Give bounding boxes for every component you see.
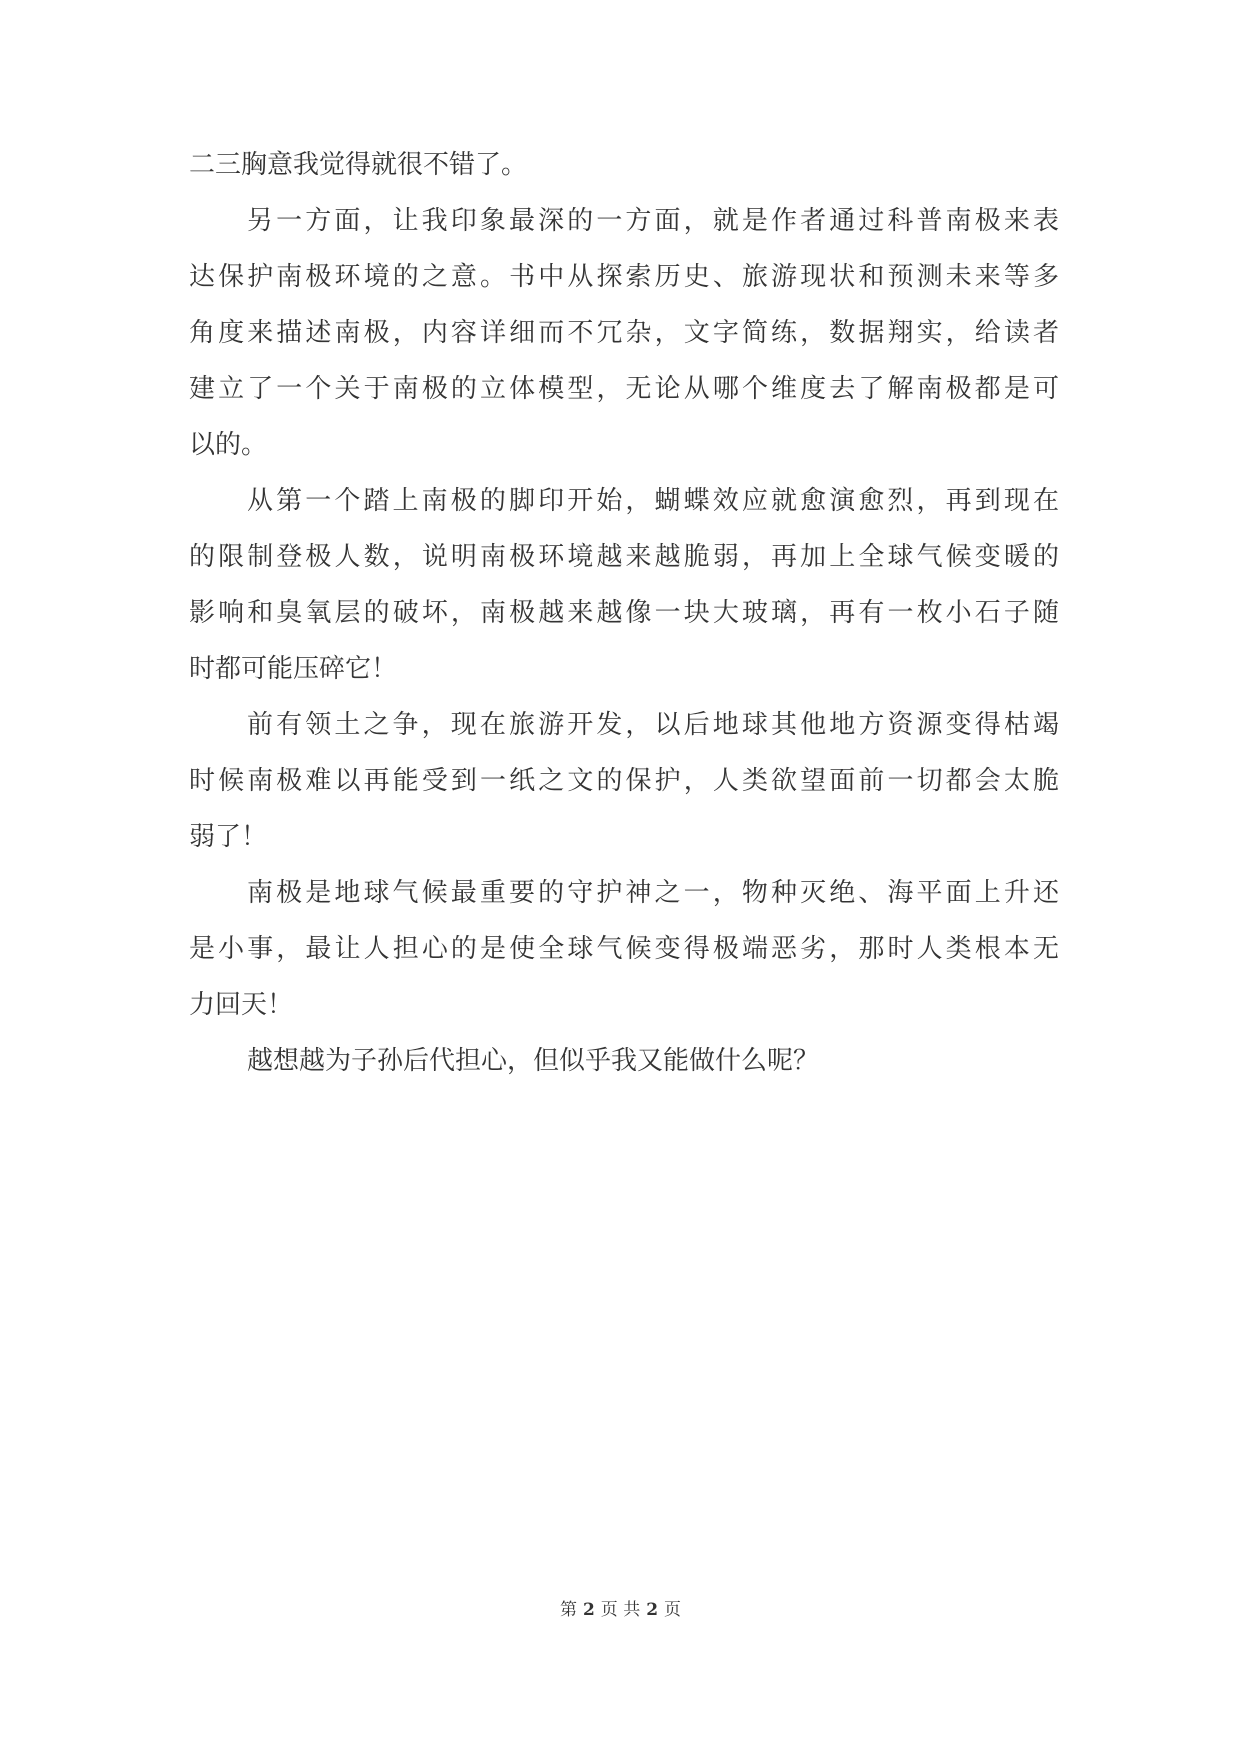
paragraph-2-line-5: 以的。 bbox=[189, 430, 268, 460]
paragraph-3-line-3: 影响和臭氧层的破坏，南极越来越像一块大玻璃，再有一枚小石子随 bbox=[189, 598, 1059, 628]
paragraph-4-line-2: 时候南极难以再能受到一纸之文的保护，人类欲望面前一切都会太脆 bbox=[189, 766, 1059, 796]
paragraph-1-line-1: 二三胸意我觉得就很不错了。 bbox=[189, 150, 528, 180]
current-page-number: 2 bbox=[582, 1600, 595, 1620]
footer-middle: 页 共 bbox=[600, 1600, 641, 1620]
footer-prefix: 第 bbox=[559, 1600, 577, 1620]
paragraph-3-line-2: 的限制登极人数，说明南极环境越来越脆弱，再加上全球气候变暖的 bbox=[189, 542, 1059, 572]
paragraph-2-line-2: 达保护南极环境的之意。书中从探索历史、旅游现状和预测未来等多 bbox=[189, 262, 1059, 292]
footer-suffix: 页 bbox=[664, 1600, 682, 1620]
paragraph-6-line-1: 越想越为子孙后代担心，但似乎我又能做什么呢？ bbox=[247, 1046, 820, 1076]
paragraph-2-line-1: 另一方面，让我印象最深的一方面，就是作者通过科普南极来表 bbox=[247, 206, 1059, 236]
paragraph-5-line-2: 是小事，最让人担心的是使全球气候变得极端恶劣，那时人类根本无 bbox=[189, 934, 1059, 964]
paragraph-2-line-4: 建立了一个关于南极的立体模型，无论从哪个维度去了解南极都是可 bbox=[189, 374, 1059, 404]
paragraph-3-line-4: 时都可能压碎它！ bbox=[189, 654, 398, 684]
page-footer bbox=[0, 1598, 1241, 1622]
paragraph-5-line-1: 南极是地球气候最重要的守护神之一，物种灭绝、海平面上升还 bbox=[247, 878, 1059, 908]
paragraph-5-line-3: 力回天！ bbox=[189, 990, 294, 1020]
paragraph-3-line-1: 从第一个踏上南极的脚印开始，蝴蝶效应就愈演愈烈，再到现在 bbox=[247, 486, 1059, 516]
total-pages-number: 2 bbox=[646, 1600, 659, 1620]
paragraph-4-line-1: 前有领土之争，现在旅游开发，以后地球其他地方资源变得枯竭 bbox=[247, 710, 1059, 740]
paragraph-4-line-3: 弱了！ bbox=[189, 822, 268, 852]
paragraph-2-line-3: 角度来描述南极，内容详细而不冗杂，文字简练，数据翔实，给读者 bbox=[189, 318, 1059, 348]
